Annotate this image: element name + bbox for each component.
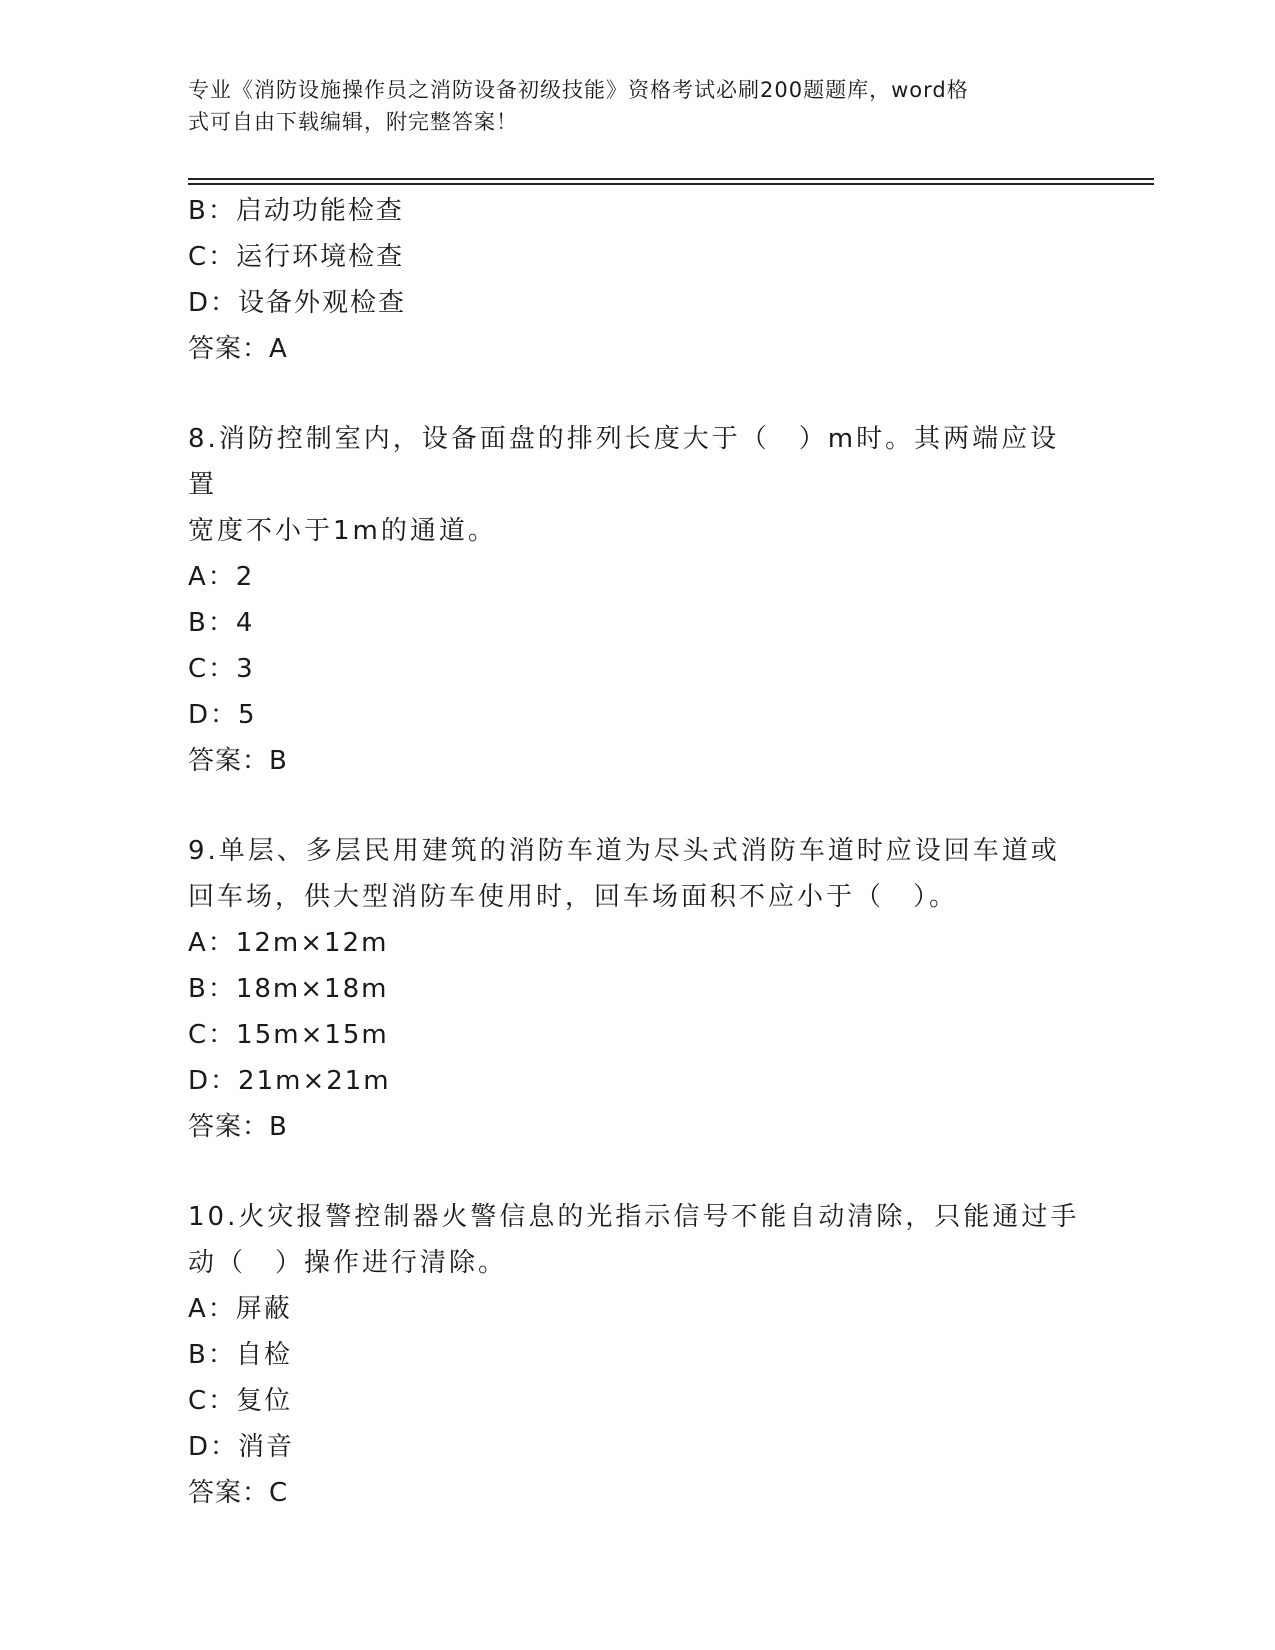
answer-line: 答案：A [188,334,288,364]
option-b [188,1332,1088,1378]
option-b [188,600,1088,646]
option-label: B： [188,608,236,638]
option-text: 5 [238,700,257,730]
option-a [188,920,1088,966]
option-label: C： [188,1020,237,1050]
option-a [188,1286,1088,1332]
option-text: 运行环境检查 [236,242,405,272]
question-text-line-1: 8.消防控制室内，设备面盘的排列长度大于（ ）m时。其两端应设置 [188,424,1060,500]
question-text-line-1: 10.火灾报警控制器火警信息的光指示信号不能自动清除，只能通过手 [188,1202,1080,1232]
option-text: 屏蔽 [235,1294,292,1324]
option-text: 15m×15m [236,1020,389,1050]
option-label: D： [188,1432,239,1462]
option-label: C： [188,1386,237,1416]
question-9 [188,828,1088,1150]
option-d [188,692,1088,738]
option-c [188,1012,1088,1058]
option-text: 2 [235,562,255,592]
question-7-continued [188,188,1088,372]
option-label: C： [188,242,237,272]
answer-line: 答案：B [188,1112,288,1142]
option-label: B： [188,974,236,1004]
question-text-line-1: 9.单层、多层民用建筑的消防车道为尽头式消防车道时应设回车道或 [188,836,1060,866]
option-text: 自检 [235,1340,292,1370]
option-d [188,280,1088,326]
option-text: 4 [235,608,255,638]
option-b [188,188,1088,234]
option-text: 12m×12m [235,928,389,958]
header-line-2: 式可自由下载编辑，附完整答案！ [188,110,518,134]
option-c [188,646,1088,692]
question-text-line-2: 回车场，供大型消防车使用时，回车场面积不应小于（ ）。 [188,882,959,912]
answer-line: 答案：B [188,746,288,776]
option-b [188,966,1088,1012]
option-label: C： [188,654,237,684]
question-10 [188,1194,1088,1516]
option-label: A： [188,928,236,958]
option-text: 3 [236,654,255,684]
option-label: D： [188,700,239,730]
option-text: 21m×21m [238,1066,391,1096]
option-text: 设备外观检查 [238,288,407,318]
header-line-1: 专业《消防设施操作员之消防设备初级技能》资格考试必刷200题题库，word格 [188,78,969,102]
option-c [188,234,1088,280]
option-label: B： [188,1340,236,1370]
option-label: A： [188,562,236,592]
option-d [188,1058,1088,1104]
answer-line: 答案：C [188,1478,289,1508]
document-header [188,74,1078,138]
option-label: D： [188,288,239,318]
option-label: A： [188,1294,236,1324]
option-text: 消音 [238,1432,295,1462]
option-label: B： [188,196,236,226]
question-text-line-2: 动（ ）操作进行清除。 [188,1248,508,1278]
option-text: 复位 [236,1386,293,1416]
option-a [188,554,1088,600]
question-list [188,188,1088,1516]
option-text: 18m×18m [235,974,389,1004]
header-divider-top [188,178,1154,180]
option-d [188,1424,1088,1470]
question-8 [188,416,1088,784]
option-label: D： [188,1066,239,1096]
header-divider-bottom [188,183,1154,185]
question-text-line-2: 宽度不小于1m的通道。 [188,516,497,546]
option-c [188,1378,1088,1424]
option-text: 启动功能检查 [235,196,404,226]
